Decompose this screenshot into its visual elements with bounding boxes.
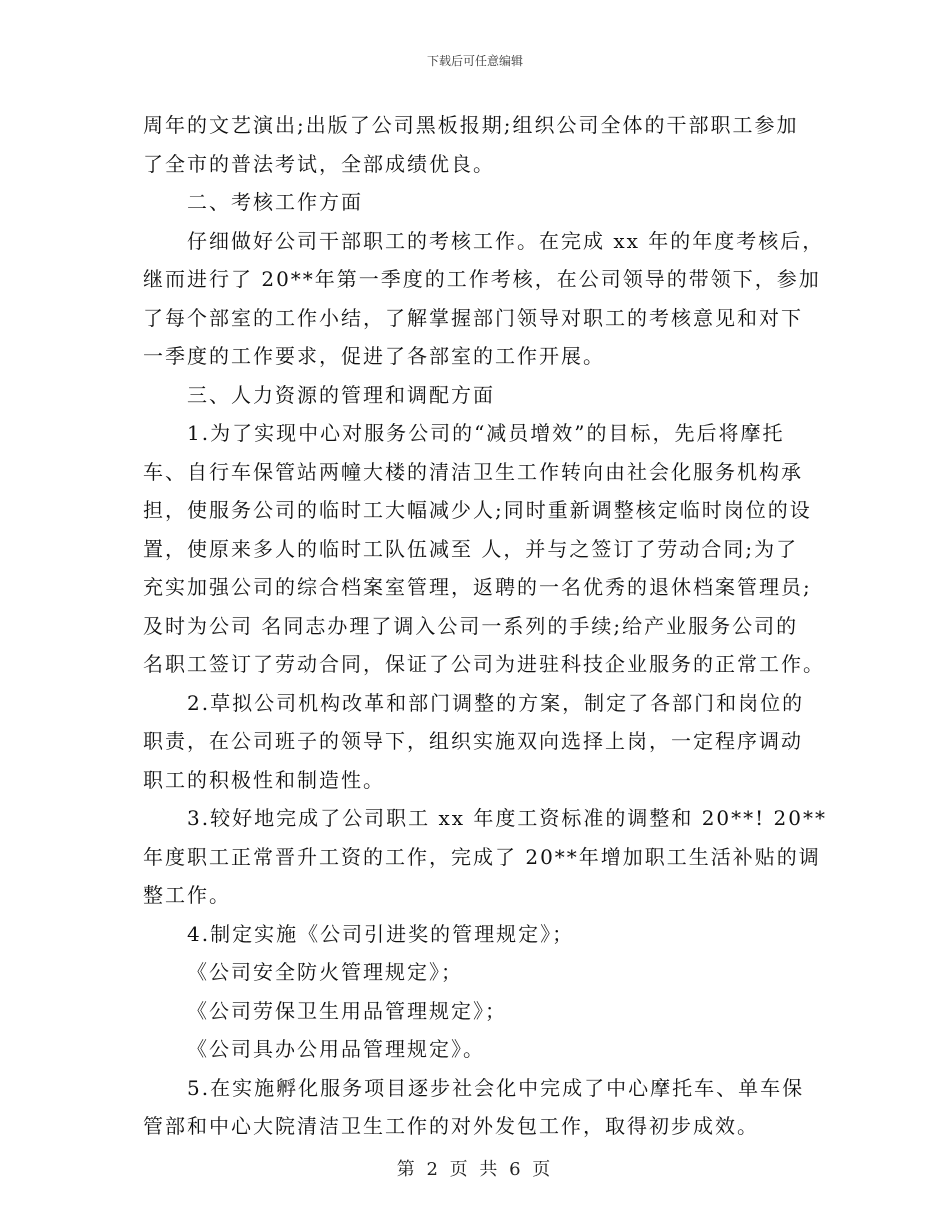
text-line: 充实加强公司的综合档案室管理，返聘的一名优秀的退休档案管理员; [143,575,812,599]
text-line: 3.较好地完成了公司职工 xx 年度工资标准的调整和 20**! 20** [187,806,828,830]
section-heading: 三、人力资源的管理和调配方面 [187,382,495,407]
text-line: 及时为公司 名同志办理了调入公司一系列的手续;给产业服务公司的 [143,613,799,638]
text-line: 管部和中心大院清洁卫生工作的对外发包工作，取得初步成效。 [143,1114,759,1138]
document-body [143,106,828,1146]
text-line: 仔细做好公司干部职工的考核工作。在完成 xx 年的年度考核后， [187,228,825,253]
text-line: 一季度的工作要求，促进了各部室的工作开展。 [143,344,605,368]
page-header: 下载后可任意编辑 [426,54,523,68]
text-line: 《公司具办公用品管理规定》。 [187,1037,485,1061]
text-line: 职工的积极性和制造性。 [143,767,385,792]
text-line: 名职工签订了劳动合同，保证了公司为进驻科技企业服务的正常工作。 [143,652,825,676]
text-line: 车、自行车保管站两幢大楼的清洁卫生工作转向由社会化服务机构承 [143,459,803,484]
text-line: 置，使原来多人的临时工队伍减至 人，并与之签订了劳动合同;为了 [143,536,799,561]
text-line: 整工作。 [143,883,231,907]
section-heading: 二、考核工作方面 [187,190,363,214]
text-line: 年度职工正常晋升工资的工作，完成了 20**年增加职工生活补贴的调 [143,844,821,869]
text-line: 担，使服务公司的临时工大幅减少人;同时重新调整核定临时岗位的设 [143,498,812,522]
text-line: 5.在实施孵化服务项目逐步社会化中完成了中心摩托车、单车保 [187,1075,805,1100]
text-line: 2.草拟公司机构改革和部门调整的方案，制定了各部门和岗位的 [187,690,805,715]
text-line: 继而进行了 20**年第一季度的工作考核，在公司领导的带领下，参加 [143,267,821,291]
text-line: 了每个部室的工作小结，了解掌握部门领导对职工的考核意见和对下 [143,305,803,330]
page-number: 第 2 页 共 6 页 [396,1159,554,1180]
text-line: 了全市的普法考试，全部成绩优良。 [143,151,495,176]
text-line: 《公司安全防火管理规定》； [187,960,463,984]
text-line: 《公司劳保卫生用品管理规定》； [187,998,507,1023]
text-line: 周年的文艺演出;出版了公司黑板报期;组织公司全体的干部职工参加 [143,113,799,137]
text-line: 1.为了实现中心对服务公司的“减员增效”的目标，先后将摩托 [187,421,785,445]
text-line: 4.制定实施《公司引进奖的管理规定》； [187,921,575,946]
text-line: 职责，在公司班子的领导下，组织实施双向选择上岗，一定程序调动 [143,729,803,753]
